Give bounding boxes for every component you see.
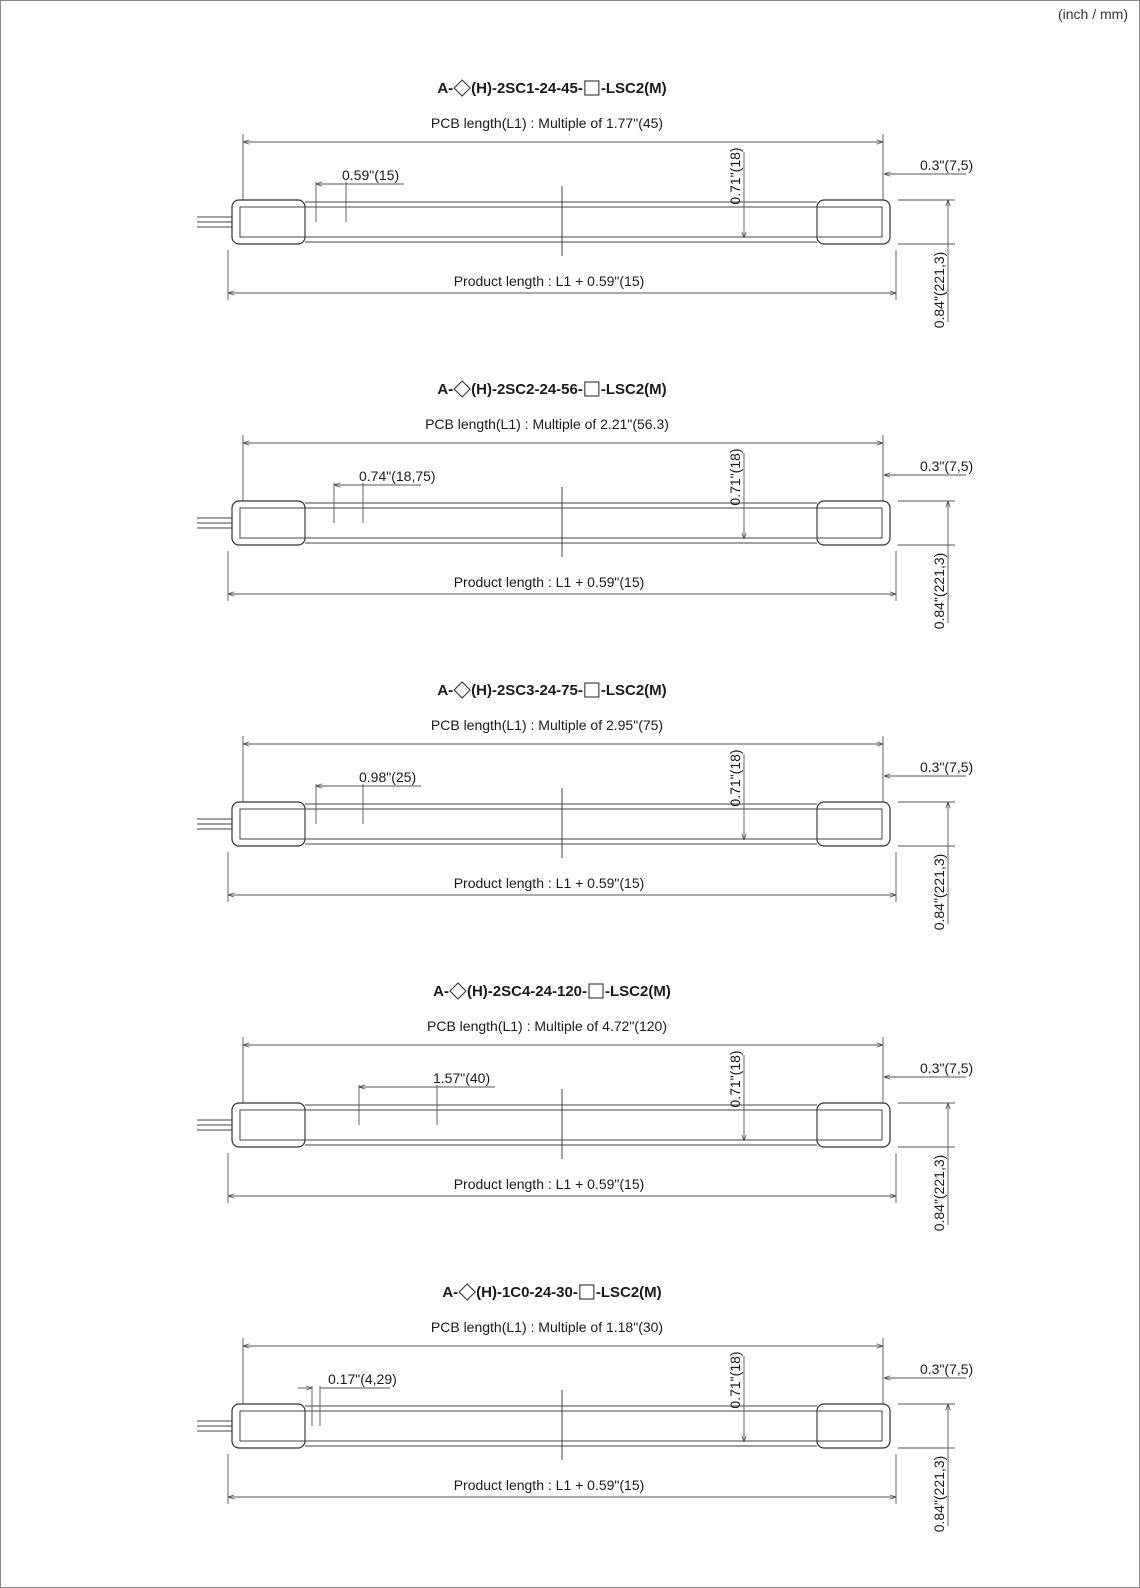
title-prefix: A- xyxy=(442,1284,459,1301)
variant-title xyxy=(433,983,671,1000)
end-offset-label: 0.3"(7,5) xyxy=(920,1060,974,1076)
square-icon xyxy=(589,984,603,998)
height-label: 0.71"(18) xyxy=(727,749,743,807)
square-icon xyxy=(580,1285,594,1299)
pcb-length-label: PCB length(L1) : Multiple of 4.72"(120) xyxy=(427,1018,667,1034)
product-length-label: Product length : L1 + 0.59"(15) xyxy=(453,1477,645,1493)
width-label: 0.84"(221,3) xyxy=(931,1455,947,1533)
width-label: 0.84"(221,3) xyxy=(931,853,947,931)
height-label: 0.71"(18) xyxy=(727,448,743,506)
pcb-length-label: PCB length(L1) : Multiple of 2.95"(75) xyxy=(430,717,664,733)
variant-title xyxy=(437,682,666,699)
variant-title xyxy=(437,381,666,398)
pitch-label: 0.98"(25) xyxy=(359,769,417,785)
title-suffix: -LSC2(M) xyxy=(605,983,671,1000)
square-icon xyxy=(585,382,599,396)
end-offset-label: 0.3"(7,5) xyxy=(920,759,974,775)
title-prefix: A- xyxy=(437,80,454,97)
title-model: (H)-2SC2-24-56- xyxy=(471,381,583,398)
width-label: 0.84"(221,3) xyxy=(931,1154,947,1232)
square-icon xyxy=(585,683,599,697)
title-suffix: -LSC2(M) xyxy=(595,1284,662,1301)
width-label: 0.84"(221,3) xyxy=(931,251,947,329)
product-length-label: Product length : L1 + 0.59"(15) xyxy=(453,273,645,289)
diamond-icon xyxy=(450,983,466,999)
width-label: 0.84"(221,3) xyxy=(931,552,947,630)
square-icon xyxy=(585,81,599,95)
pitch-label: 1.57"(40) xyxy=(433,1070,491,1086)
diamond-icon xyxy=(454,80,470,96)
title-prefix: A- xyxy=(437,682,454,699)
title-model: (H)-2SC1-24-45- xyxy=(471,80,583,97)
title-suffix: -LSC2(M) xyxy=(600,381,667,398)
end-offset-label: 0.3"(7,5) xyxy=(920,458,974,474)
title-prefix: A- xyxy=(437,381,454,398)
pitch-label: 0.17"(4,29) xyxy=(328,1371,397,1387)
end-offset-label: 0.3"(7,5) xyxy=(920,157,974,173)
title-suffix: -LSC2(M) xyxy=(600,682,667,699)
height-label: 0.71"(18) xyxy=(727,1050,743,1108)
end-offset-label: 0.3"(7,5) xyxy=(920,1361,974,1377)
product-length-label: Product length : L1 + 0.59"(15) xyxy=(453,574,645,590)
pitch-label: 0.59"(15) xyxy=(342,167,400,183)
title-model: (H)-2SC3-24-75- xyxy=(471,682,583,699)
diamond-icon xyxy=(459,1284,475,1300)
variant-title xyxy=(437,80,666,97)
title-suffix: -LSC2(M) xyxy=(600,80,667,97)
height-label: 0.71"(18) xyxy=(727,1351,743,1409)
height-label: 0.71"(18) xyxy=(727,147,743,205)
title-model: (H)-1C0-24-30- xyxy=(476,1284,578,1301)
product-length-label: Product length : L1 + 0.59"(15) xyxy=(453,875,645,891)
pcb-length-label: PCB length(L1) : Multiple of 1.77"(45) xyxy=(430,115,664,131)
variant-drawing-3 xyxy=(197,682,973,930)
pcb-length-label: PCB length(L1) : Multiple of 2.21"(56.3) xyxy=(425,416,669,432)
diamond-icon xyxy=(454,381,470,397)
pcb-length-label: PCB length(L1) : Multiple of 1.18"(30) xyxy=(430,1319,664,1335)
product-length-label: Product length : L1 + 0.59"(15) xyxy=(453,1176,645,1192)
variant-title xyxy=(442,1284,661,1301)
variant-drawing-2 xyxy=(197,381,973,629)
diamond-icon xyxy=(454,682,470,698)
variant-drawing-5 xyxy=(197,1284,973,1532)
title-model: (H)-2SC4-24-120- xyxy=(466,983,588,1000)
title-prefix: A- xyxy=(433,983,449,1000)
pitch-label: 0.74"(18,75) xyxy=(359,468,436,484)
units-label: (inch / mm) xyxy=(1058,6,1128,22)
variant-drawing-4 xyxy=(197,983,973,1231)
variant-drawing-1 xyxy=(197,80,973,328)
